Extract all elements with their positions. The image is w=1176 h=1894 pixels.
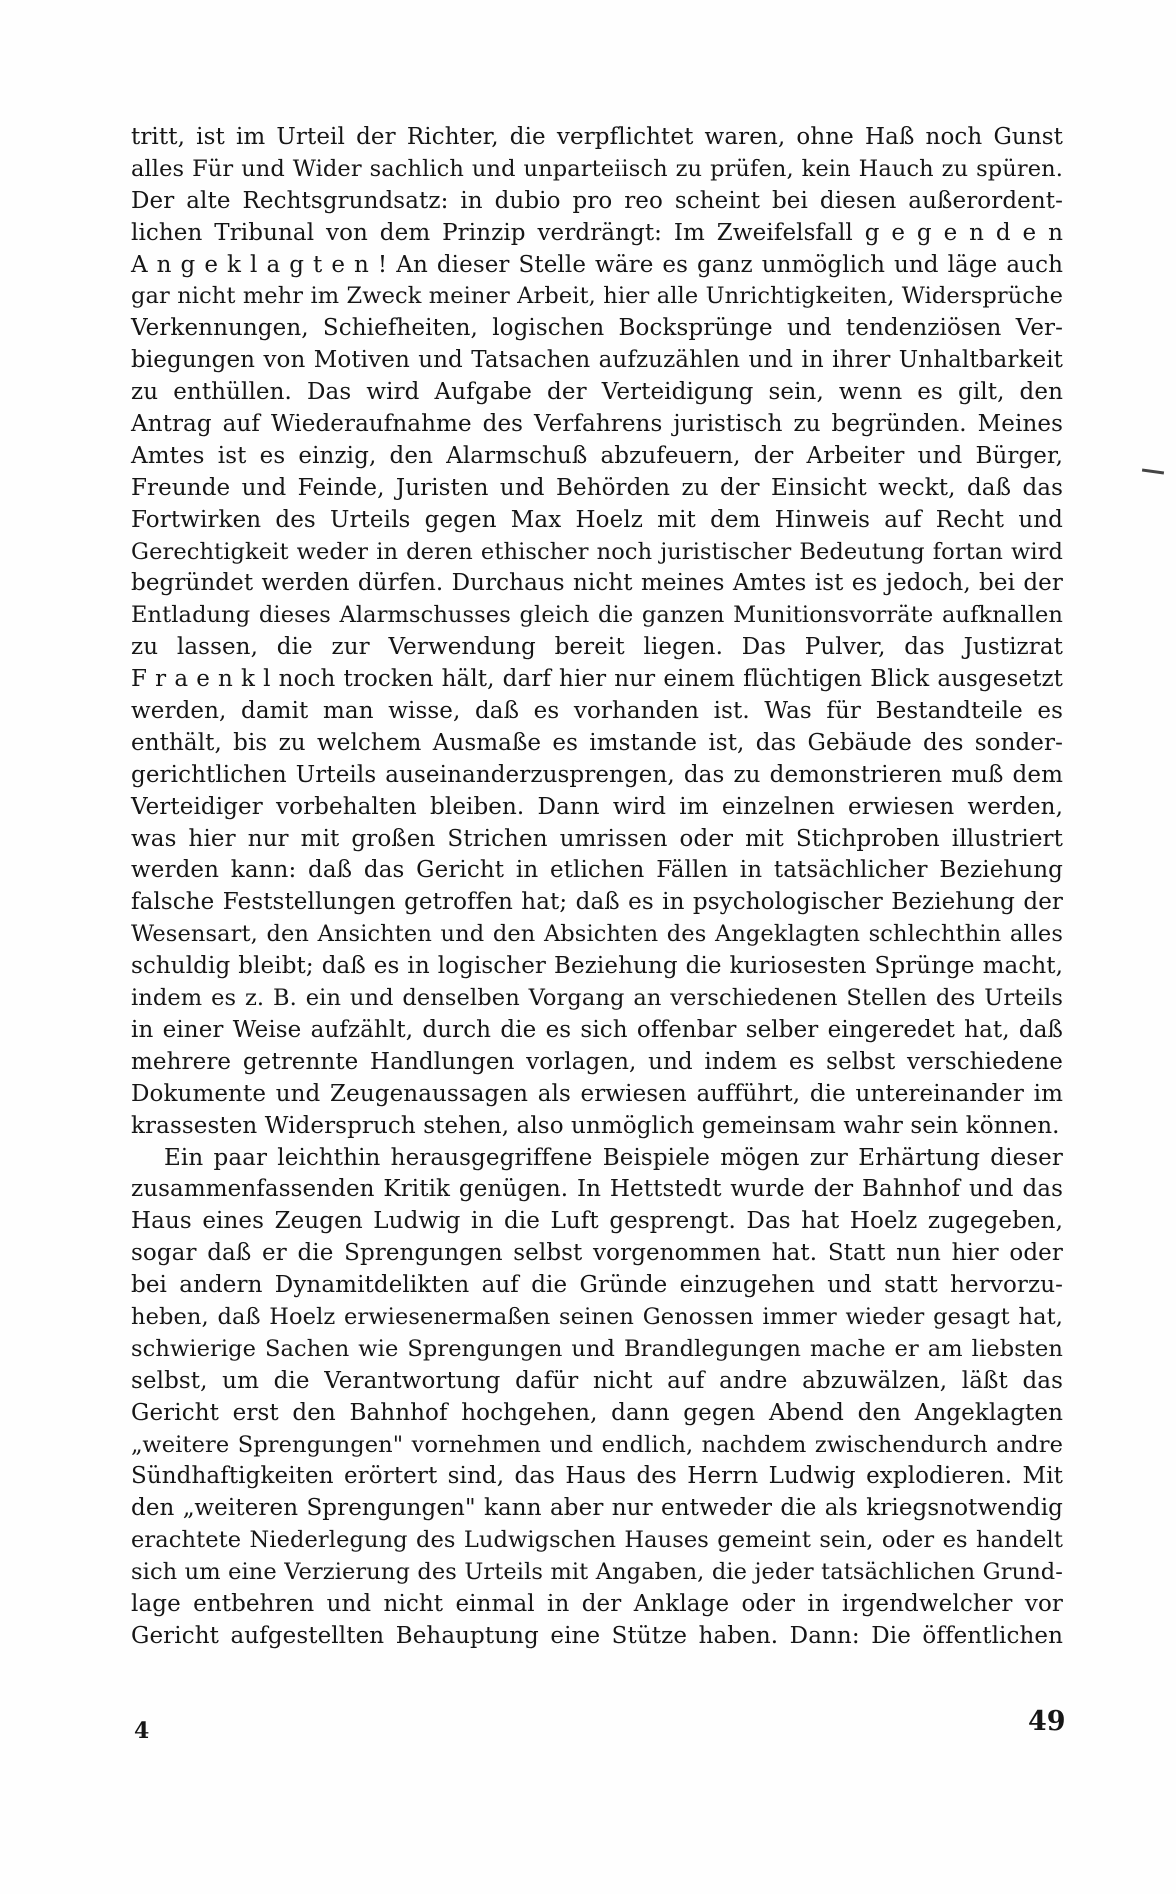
text-line: sogar daß er die Sprengungen selbst vorgenommen hat. Statt nun hier oder [131,1240,1063,1267]
text-line: Verteidiger vorbehalten bleiben. Dann wird im einzelnen erwiesen werden, [131,793,1063,820]
margin-mark [1142,468,1164,474]
body-text [131,122,1063,1653]
text-line: gar nicht mehr im Zweck meiner Arbeit, hier alle Unrichtigkeiten, Widersprüche [131,283,1063,310]
text-line: Gericht erst den Bahnhof hochgehen, dann gegen Abend den Angeklagten [131,1399,1063,1426]
text-line: biegungen von Motiven und Tatsachen aufzuzählen und in ihrer Unhaltbarkeit [131,347,1063,374]
text-line: Fortwirken des Urteils gegen Max Hoelz mit dem Hinweis auf Recht und [131,506,1063,533]
text-line: Antrag auf Wiederaufnahme des Verfahrens juristisch zu begründen. Meines [131,411,1063,438]
text-line: mehrere getrennte Handlungen vorlagen, und indem es selbst verschiedene [131,1048,1063,1075]
text-line: was hier nur mit großen Strichen umrissen oder mit Stichproben illustriert [131,825,1063,852]
text-line: Haus eines Zeugen Ludwig in die Luft gesprengt. Das hat Hoelz zugegeben, [131,1208,1063,1235]
text-line: Der alte Rechtsgrundsatz: in dubio pro reo scheint bei diesen außerordent- [131,187,1063,214]
text-line: zu enthüllen. Das wird Aufgabe der Verteidigung sein, wenn es gilt, den [131,379,1063,406]
text-line: werden kann: daß das Gericht in etlichen Fällen in tatsächlicher Beziehung [131,857,1063,884]
text-line: in einer Weise aufzählt, durch die es sich offenbar selber eingeredet hat, daß [131,1016,1063,1043]
text-line: erachtete Niederlegung des Ludwigschen Hauses gemeint sein, oder es handelt [131,1527,1063,1554]
text-line: indem es z. B. ein und denselben Vorgang an verschiedenen Stellen des Urteils [131,985,1063,1012]
text-line: tritt, ist im Urteil der Richter, die verpflichtet waren, ohne Haß noch Gunst [131,124,1063,150]
text-line: A n g e k l a g t e n ! An dieser Stelle wäre es ganz unmöglich und läge auch [131,251,1063,278]
text-line: Wesensart, den Ansichten und den Absichten des Angeklagten schlechthin alles [131,921,1063,948]
text-line: begründet werden dürfen. Durchaus nicht meines Amtes ist es jedoch, bei der [131,570,1063,597]
signature-mark: 4 [134,1718,150,1744]
text-line: Sündhaftigkeiten erörtert sind, das Haus des Herrn Ludwig explodieren. Mit [131,1463,1063,1490]
text-line: Gericht aufgestellten Behauptung eine Stütze haben. Dann: Die öffentlichen [131,1622,1063,1649]
text-line: F r a e n k l noch trocken hält, darf hier nur einem flüchtigen Blick ausgesetzt [131,666,1063,693]
text-line: lichen Tribunal von dem Prinzip verdrängt: Im Zweifelsfall g e g e n d e n [131,219,1063,246]
text-line: lage entbehren und nicht einmal in der Anklage oder in irgendwelcher vor [131,1590,1063,1617]
text-line: Ein paar leichthin herausgegriffene Beispiele mögen zur Erhärtung dieser [164,1144,1063,1171]
text-line: Amtes ist es einzig, den Alarmschuß abzufeuern, der Arbeiter und Bürger, [131,442,1063,469]
text-line: Dokumente und Zeugenaussagen als erwiesen aufführt, die untereinander im [131,1080,1063,1107]
text-line: selbst, um die Verantwortung dafür nicht auf andre abzuwälzen, läßt das [131,1367,1063,1394]
text-line: schwierige Sachen wie Sprengungen und Brandlegungen mache er am liebsten [131,1335,1063,1362]
text-line: heben, daß Hoelz erwiesenermaßen seinen Genossen immer wieder gesagt hat, [131,1303,1063,1330]
text-line: werden, damit man wisse, daß es vorhanden ist. Was für Bestandteile es [131,698,1063,725]
text-line: alles Für und Wider sachlich und unparteiisch zu prüfen, kein Hauch zu spüren. [131,155,1063,182]
text-line: schuldig bleibt; daß es in logischer Beziehung die kuriosesten Sprünge macht, [131,953,1063,980]
text-line: zusammenfassenden Kritik genügen. In Hettstedt wurde der Bahnhof und das [131,1176,1063,1203]
text-line: Gerechtigkeit weder in deren ethischer noch juristischer Bedeutung fortan wird [131,538,1063,565]
text-line: den „weiteren Sprengungen" kann aber nur entweder die als kriegsnotwendig [131,1495,1063,1522]
text-line: Verkennungen, Schiefheiten, logischen Bocksprünge und tendenziösen Ver- [131,315,1063,342]
text-line: Freunde und Feinde, Juristen und Behörden zu der Einsicht weckt, daß das [131,474,1063,501]
text-line: krassesten Widerspruch stehen, also unmöglich gemeinsam wahr sein können. [131,1112,1060,1139]
text-line: „weitere Sprengungen" vornehmen und endlich, nachdem zwischendurch andre [131,1431,1063,1458]
text-line: bei andern Dynamitdelikten auf die Gründe einzugehen und statt hervorzu- [131,1272,1063,1299]
text-line: sich um eine Verzierung des Urteils mit Angaben, die jeder tatsächlichen Grund- [131,1559,1063,1586]
text-line: Entladung dieses Alarmschusses gleich die ganzen Munitionsvorräte aufknallen [131,602,1063,629]
text-line: enthält, bis zu welchem Ausmaße es imstande ist, das Gebäude des sonder- [131,729,1063,756]
text-line: falsche Feststellungen getroffen hat; daß es in psychologischer Beziehung der [131,889,1063,916]
text-line: gerichtlichen Urteils auseinanderzusprengen, das zu demonstrieren muß dem [131,761,1063,788]
text-line: zu lassen, die zur Verwendung bereit liegen. Das Pulver, das Justizrat [131,634,1063,661]
page-number: 49 [1028,1706,1066,1737]
